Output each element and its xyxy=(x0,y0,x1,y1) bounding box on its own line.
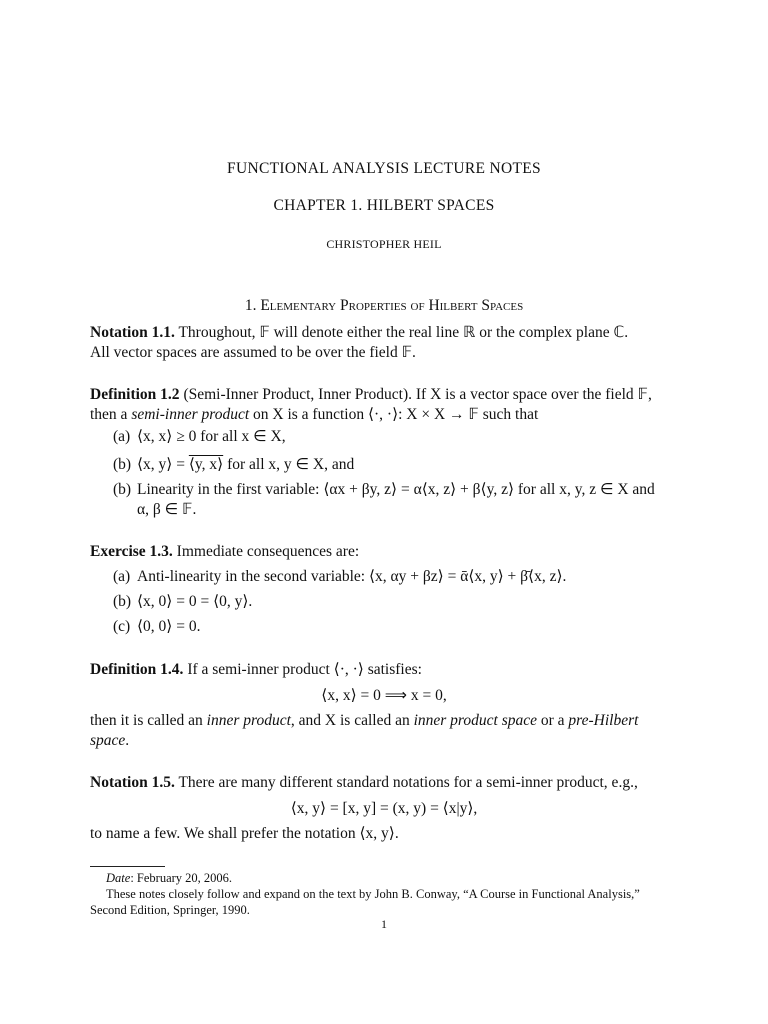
def-text: . xyxy=(125,732,130,749)
notation-1-1-line1: Throughout, 𝔽 will denote either the real line ℝ or the complex plane ℂ. xyxy=(178,324,629,341)
item-label: (b) xyxy=(113,456,132,473)
term-space: space xyxy=(90,732,126,749)
exercise-1-3-text: Immediate consequences are: xyxy=(176,543,360,560)
def-text: , and X is called an xyxy=(290,712,414,729)
footnote-line1: These notes closely follow and expand on the text by John B. Conway, “A Course in Functional Analysis,” xyxy=(106,887,640,901)
chapter-title: CHAPTER 1. HILBERT SPACES xyxy=(273,197,495,214)
definition-1-2-text2-pre: then a xyxy=(90,406,132,423)
exercise-1-3-heading: Exercise 1.3. xyxy=(90,543,173,560)
item-label: (a) xyxy=(113,428,131,445)
list-item xyxy=(113,480,681,520)
list-item xyxy=(113,592,681,612)
display-equation: ⟨x, y⟩ = [x, y] = (x, y) = ⟨x|y⟩, xyxy=(290,800,478,817)
item-label: (b) xyxy=(113,593,132,610)
item-text: Anti-linearity in the second variable: ⟨x, αy + βz⟩ = ᾱ⟨x, y⟩ + β̄⟨x, z⟩. xyxy=(137,568,567,585)
item-text: Linearity in the first variable: ⟨αx + βy, z⟩ = α⟨x, z⟩ + β⟨y, z⟩ for all x, y, z ∈ X and xyxy=(137,481,655,498)
list-item xyxy=(113,567,681,587)
definition-1-2 xyxy=(90,385,680,425)
footnote-source xyxy=(90,886,680,918)
item-text: ⟨x, x⟩ ≥ 0 for all x ∈ X, xyxy=(137,428,286,445)
item-text-continued: α, β ∈ 𝔽. xyxy=(137,501,197,518)
date-label: Date xyxy=(106,871,131,885)
notation-1-1-heading: Notation 1.1. xyxy=(90,324,175,341)
list-item xyxy=(113,617,681,637)
item-label: (c) xyxy=(113,618,131,635)
conjugate-term: ⟨y, x⟩ xyxy=(188,456,224,473)
section-heading xyxy=(0,297,768,315)
list-item xyxy=(113,455,681,475)
footnote-line2: Second Edition, Springer, 1990. xyxy=(90,903,250,917)
term-semi-inner-product: semi-inner product xyxy=(131,406,250,423)
definition-1-4-text: If a semi-inner product ⟨·, ·⟩ satisfies: xyxy=(187,661,422,678)
definition-1-4-heading: Definition 1.4. xyxy=(90,661,184,678)
notation-1-1 xyxy=(90,323,680,363)
item-text: ⟨0, 0⟩ = 0. xyxy=(137,618,201,635)
term-inner-product-space: inner product space xyxy=(413,712,537,729)
footnote-rule xyxy=(90,866,165,867)
def-text: then it is called an xyxy=(90,712,207,729)
definition-1-4-continued xyxy=(90,711,680,751)
list-item xyxy=(113,427,681,447)
page-number: 1 xyxy=(381,917,387,931)
notation-1-1-line2: All vector spaces are assumed to be over the field 𝔽. xyxy=(90,344,416,361)
definition-1-2-heading: Definition 1.2 xyxy=(90,386,180,403)
display-equation: ⟨x, x⟩ = 0 ⟹ x = 0, xyxy=(321,687,447,704)
term-inner-product: inner product xyxy=(206,712,291,729)
author-name: CHRISTOPHER HEIL xyxy=(326,237,442,251)
item-text: ⟨x, 0⟩ = 0 = ⟨0, y⟩. xyxy=(137,593,253,610)
item-text-post: for all x, y ∈ X, and xyxy=(223,456,355,473)
definition-1-2-text2-post: on X is a function ⟨·, ·⟩: X × X → 𝔽 such that xyxy=(249,406,539,423)
section-number: 1. xyxy=(244,297,257,314)
section-title: Elementary Properties of Hilbert Spaces xyxy=(260,297,524,314)
term-pre-hilbert: pre-Hilbert xyxy=(568,712,639,729)
notation-1-5-line2: to name a few. We shall prefer the notation ⟨x, y⟩. xyxy=(90,825,399,842)
item-label: (a) xyxy=(113,568,131,585)
notation-1-5 xyxy=(90,773,680,793)
notation-1-5-text: There are many different standard notations for a semi-inner product, e.g., xyxy=(178,774,638,791)
item-label: (b) xyxy=(113,481,132,498)
definition-1-4 xyxy=(90,660,680,680)
item-text-pre: ⟨x, y⟩ = xyxy=(137,456,189,473)
def-text: or a xyxy=(536,712,569,729)
notation-1-5-heading: Notation 1.5. xyxy=(90,774,175,791)
exercise-1-3 xyxy=(90,542,680,562)
definition-1-2-paren: (Semi-Inner Product, Inner Product). xyxy=(183,386,413,403)
definition-1-2-text1: If X is a vector space over the field 𝔽, xyxy=(415,386,652,403)
document-title: FUNCTIONAL ANALYSIS LECTURE NOTES xyxy=(227,160,541,177)
footnote-date xyxy=(90,870,696,886)
date-value: : February 20, 2006. xyxy=(130,871,233,885)
